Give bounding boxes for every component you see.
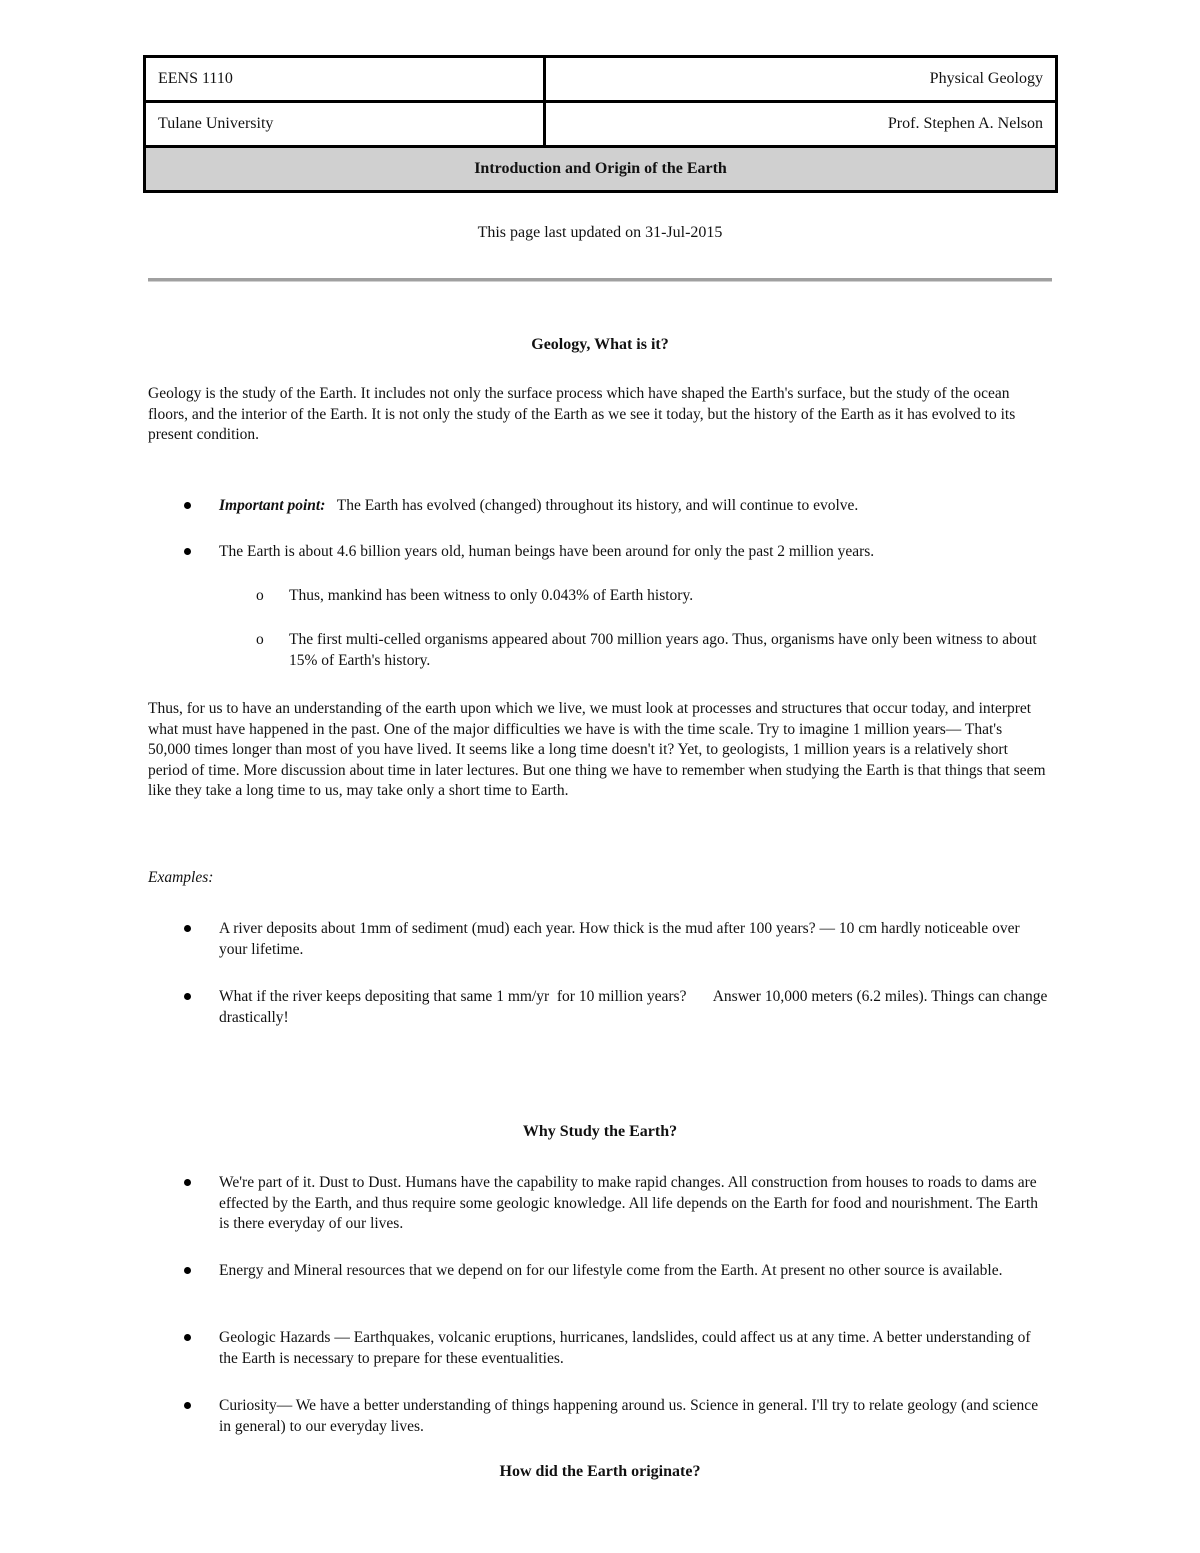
examples-label: Examples: bbox=[148, 869, 214, 886]
example-river-10-million-years bbox=[219, 987, 1052, 1028]
bullet-dot-icon bbox=[184, 1402, 191, 1409]
geology-intro-paragraph: Geology is the study of the Earth. It includes not only the surface process which have shaped the Earth's surface, but the study of the ocean floors, and the interior of the Earth. It is not only the study of the Earth as we see it today, but the history of the Earth as it has evolved to its present condition. bbox=[148, 385, 1016, 443]
important-point-text: The Earth has evolved (changed) throughout its history, and will continue to evolve. bbox=[336, 497, 859, 514]
why-bullet-part-of-it bbox=[219, 1173, 1049, 1235]
horizontal-divider bbox=[148, 278, 1052, 282]
mankind-text: Thus, mankind has been witness to only 0.043% of Earth history. bbox=[289, 587, 694, 604]
bullet-dot-icon bbox=[184, 502, 191, 509]
bullet-dot-icon bbox=[184, 1179, 191, 1186]
why-bullet-hazards bbox=[219, 1328, 1049, 1369]
earth-age-text: The Earth is about 4.6 billion years old, human beings have been around for only the past 2 million years. bbox=[219, 543, 875, 560]
course-name: Physical Geology bbox=[545, 57, 1057, 102]
professor-name: Prof. Stephen A. Nelson bbox=[545, 102, 1057, 147]
why-bullet-text: Geologic Hazards — Earthquakes, volcanic eruptions, hurricanes, landslides, could affect us at any time. A better understanding of the Earth is necessary to prepare for these eventualities. bbox=[219, 1329, 1031, 1367]
bullet-dot-icon bbox=[184, 993, 191, 1000]
section-heading-origin: How did the Earth originate? bbox=[499, 1463, 701, 1480]
important-point-label: Important point: bbox=[219, 497, 326, 514]
why-bullet-curiosity bbox=[219, 1396, 1049, 1437]
example-river-100-years bbox=[219, 919, 1049, 960]
sub-bullet-marker: o bbox=[256, 587, 264, 604]
why-bullet-text: Energy and Mineral resources that we depend on for our lifestyle come from the Earth. At present no other source is available. bbox=[219, 1262, 1003, 1279]
why-bullet-text: We're part of it. Dust to Dust. Humans have the capability to make rapid changes. All construction from houses to roads to dams are effected by the Earth, and thus require some geologic knowledge. All life depends on the Earth for food and nourishment. The Earth is there everyday of our lives. bbox=[219, 1174, 1038, 1232]
why-bullet-resources bbox=[219, 1261, 1049, 1282]
bullet-dot-icon bbox=[184, 925, 191, 932]
page-title: Introduction and Origin of the Earth bbox=[145, 147, 1057, 192]
example-1-text: A river deposits about 1mm of sediment (mud) each year. How thick is the mud after 100 years? — 10 cm hardly noticeable over your lifetime. bbox=[219, 920, 1020, 958]
course-header-table bbox=[143, 55, 1058, 193]
bullet-earth-age bbox=[219, 542, 1049, 563]
example-2-text: What if the river keeps depositing that same 1 mm/yr for 10 million years? Answer 10,000 meters (6.2 miles). Things can change drastically! bbox=[219, 988, 1052, 1026]
section-heading-why-study: Why Study the Earth? bbox=[522, 1123, 678, 1140]
why-bullet-text: Curiosity— We have a better understanding of things happening around us. Science in general. I'll try to relate geology (and science in general) to our everyday lives. bbox=[219, 1397, 1039, 1435]
bullet-dot-icon bbox=[184, 1334, 191, 1341]
sub-bullet-mankind bbox=[256, 586, 1049, 607]
bullet-dot-icon bbox=[184, 1267, 191, 1274]
sub-bullet-organisms bbox=[256, 630, 1049, 671]
bullet-important-point bbox=[219, 496, 1049, 517]
sub-bullet-marker: o bbox=[256, 631, 264, 648]
time-scale-paragraph: Thus, for us to have an understanding of the earth upon which we live, we must look at processes and structures that occur today, and interpret what must have happened in the past. One of the major difficulties we have is with the time scale. Try to imagine 1 million years— That's 50,000 times longer than most of you have lived. It seems like a long time doesn't it? Yet, to geologists, 1 million years is a relatively short period of time. More discussion about time in later lectures. But one thing we have to remember when studying the Earth is that things that seem like they take a long time to us, may take only a short time to Earth. bbox=[148, 700, 1046, 799]
bullet-dot-icon bbox=[184, 548, 191, 555]
section-heading-geology: Geology, What is it? bbox=[531, 336, 669, 353]
course-code: EENS 1110 bbox=[145, 57, 545, 102]
university-name: Tulane University bbox=[145, 102, 545, 147]
organisms-text: The first multi-celled organisms appeared about 700 million years ago. Thus, organisms have only been witness to about 15% of Earth's history. bbox=[289, 631, 1037, 669]
last-updated-text: This page last updated on 31-Jul-2015 bbox=[477, 224, 723, 241]
